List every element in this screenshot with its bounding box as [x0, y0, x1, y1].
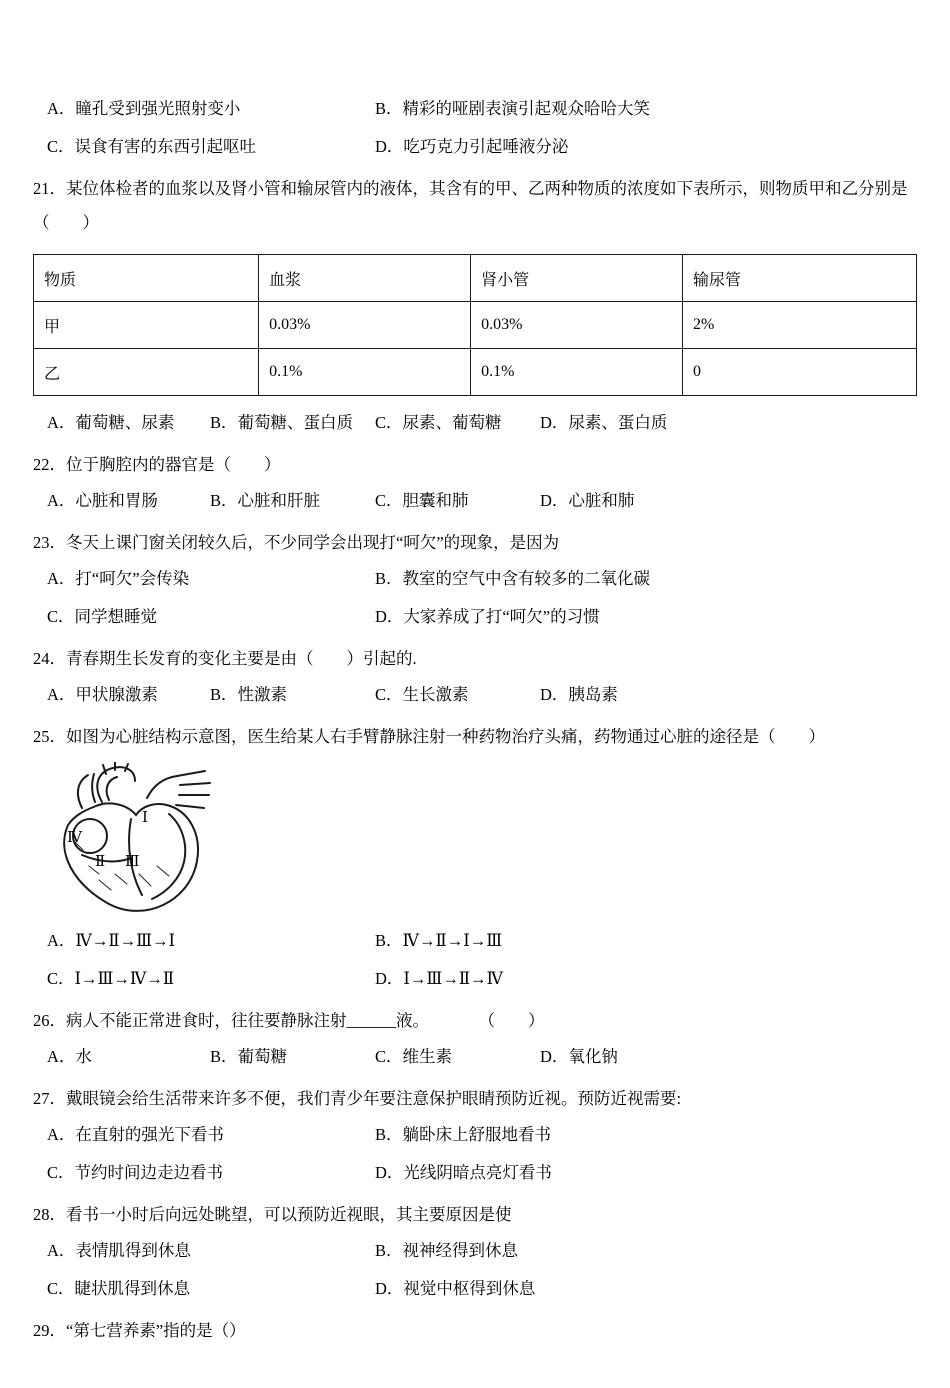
table-header-row: [34, 255, 917, 302]
q27-stem: 27．戴眼镜会给生活带来许多不便，我们青少年要注意保护眼睛预防近视。预防近视需要:: [33, 1089, 682, 1108]
q23-options-grid: [33, 560, 917, 636]
question-22: [33, 448, 917, 520]
q23-option-c: C．同学想睡觉: [47, 607, 158, 626]
table-cell: 0: [682, 349, 916, 396]
q21-substance-table: [33, 254, 917, 396]
table-cell: 血浆: [259, 255, 471, 302]
table-row: [34, 349, 917, 396]
q22-options-grid: [33, 482, 917, 520]
q26-option-c: C．维生素: [375, 1047, 453, 1066]
q20-option-a: A．瞳孔受到强光照射变小: [47, 99, 241, 118]
table-cell: 0.03%: [471, 302, 683, 349]
q25-option-b: B．Ⅳ→Ⅱ→Ⅰ→Ⅲ: [375, 931, 503, 950]
q23-option-d: D．大家养成了打“呵欠”的习惯: [375, 607, 600, 626]
q29-stem: 29．“第七营养素”指的是（）: [33, 1321, 246, 1340]
question-25: [33, 720, 917, 998]
q26-options-grid: [33, 1038, 917, 1076]
q21-option-b: B．葡萄糖、蛋白质: [210, 413, 354, 432]
q24-stem: 24．青春期生长发育的变化主要是由（ ）引起的.: [33, 649, 417, 668]
q20-options-grid: [33, 90, 917, 166]
heart-label-IV: Ⅳ: [67, 828, 82, 846]
table-cell: 物质: [34, 255, 259, 302]
q26-option-a: A．水: [47, 1047, 92, 1066]
q24-option-c: C．生长激素: [375, 685, 469, 704]
q24-option-a: A．甲状腺激素: [47, 685, 158, 704]
table-cell: 2%: [682, 302, 916, 349]
q22-option-c: C．胆囊和肺: [375, 491, 469, 510]
q26-option-d: D．氧化钠: [540, 1047, 618, 1066]
q28-stem: 28．看书一小时后向远处眺望，可以预防近视眼，其主要原因是使: [33, 1205, 512, 1224]
q22-option-b: B．心脏和肝脏: [210, 491, 321, 510]
q27-option-b: B．躺卧床上舒服地看书: [375, 1125, 552, 1144]
question-28: [33, 1198, 917, 1308]
q22-option-d: D．心脏和肺: [540, 491, 635, 510]
table-cell: 0.1%: [259, 349, 471, 396]
q26-option-b: B．葡萄糖: [210, 1047, 288, 1066]
heart-hatching: [75, 842, 169, 890]
question-24: [33, 642, 917, 714]
q25-option-d: D．Ⅰ→Ⅲ→Ⅱ→Ⅳ: [375, 969, 504, 988]
q24-option-d: D．胰岛素: [540, 685, 618, 704]
q28-option-c: C．睫状肌得到休息: [47, 1279, 191, 1298]
q21-stem: 21．某位体检者的血浆以及肾小管和输尿管内的液体，其含有的甲、乙两种物质的浓度如下表所示，则物质甲和乙分别是（ ）: [33, 179, 908, 232]
q25-option-a: A．Ⅳ→Ⅱ→Ⅲ→Ⅰ: [47, 931, 176, 950]
table-cell: 乙: [34, 349, 259, 396]
q28-option-b: B．视神经得到休息: [375, 1241, 519, 1260]
q23-option-b: B．教室的空气中含有较多的二氧化碳: [375, 569, 651, 588]
heart-label-I: Ⅰ: [142, 808, 148, 826]
q21-option-c: C．尿素、葡萄糖: [375, 413, 502, 432]
q22-stem: 22．位于胸腔内的器官是（ ）: [33, 455, 281, 474]
q27-option-d: D．光线阴暗点亮灯看书: [375, 1163, 552, 1182]
heart-diagram-svg: [39, 762, 234, 920]
q20-option-c: C．误食有害的东西引起呕吐: [47, 137, 257, 156]
q28-options-grid: [33, 1232, 917, 1308]
q20-option-d: D．吃巧克力引起唾液分泌: [375, 137, 569, 156]
q25-option-c: C．Ⅰ→Ⅲ→Ⅳ→Ⅱ: [47, 969, 175, 988]
q23-option-a: A．打“呵欠”会传染: [47, 569, 190, 588]
q21-option-a: A．葡萄糖、尿素: [47, 413, 175, 432]
table-cell: 0.03%: [259, 302, 471, 349]
q28-option-d: D．视觉中枢得到休息: [375, 1279, 536, 1298]
heart-label-III: Ⅲ: [125, 852, 140, 870]
q25-stem: 25．如图为心脏结构示意图，医生给某人右手臂静脉注射一种药物治疗头痛，药物通过心脏的途径是（ ）: [33, 727, 825, 746]
table-cell: 0.1%: [471, 349, 683, 396]
heart-label-II: Ⅱ: [95, 852, 106, 870]
question-27: [33, 1082, 917, 1192]
question-23: [33, 526, 917, 636]
table-cell: 肾小管: [471, 255, 683, 302]
table-cell: 甲: [34, 302, 259, 349]
q23-stem: 23．冬天上课门窗关闭较久后，不少同学会出现打“呵欠”的现象，是因为: [33, 533, 560, 552]
q20-option-b: B．精彩的哑剧表演引起观众哈哈大笑: [375, 99, 651, 118]
question-26: [33, 1004, 917, 1076]
question-20-options: [33, 90, 917, 166]
heart-vessels: [78, 762, 210, 808]
q24-options-grid: [33, 676, 917, 714]
q26-stem: 26．病人不能正常进食时，往往要静脉注射______液。 （ ）: [33, 1011, 545, 1030]
table-cell: 输尿管: [682, 255, 916, 302]
table-row: [34, 302, 917, 349]
q25-options-grid: [33, 922, 917, 998]
q24-option-b: B．性激素: [210, 685, 288, 704]
q27-options-grid: [33, 1116, 917, 1192]
heart-diagram: [39, 762, 917, 920]
question-21: [33, 172, 917, 442]
q27-option-a: A．在直射的强光下看书: [47, 1125, 224, 1144]
q27-option-c: C．节约时间边走边看书: [47, 1163, 224, 1182]
question-29: [33, 1314, 917, 1348]
q22-option-a: A．心脏和胃肠: [47, 491, 158, 510]
q21-options-grid: [33, 404, 917, 442]
q21-option-d: D．尿素、蛋白质: [540, 413, 668, 432]
q28-option-a: A．表情肌得到休息: [47, 1241, 191, 1260]
